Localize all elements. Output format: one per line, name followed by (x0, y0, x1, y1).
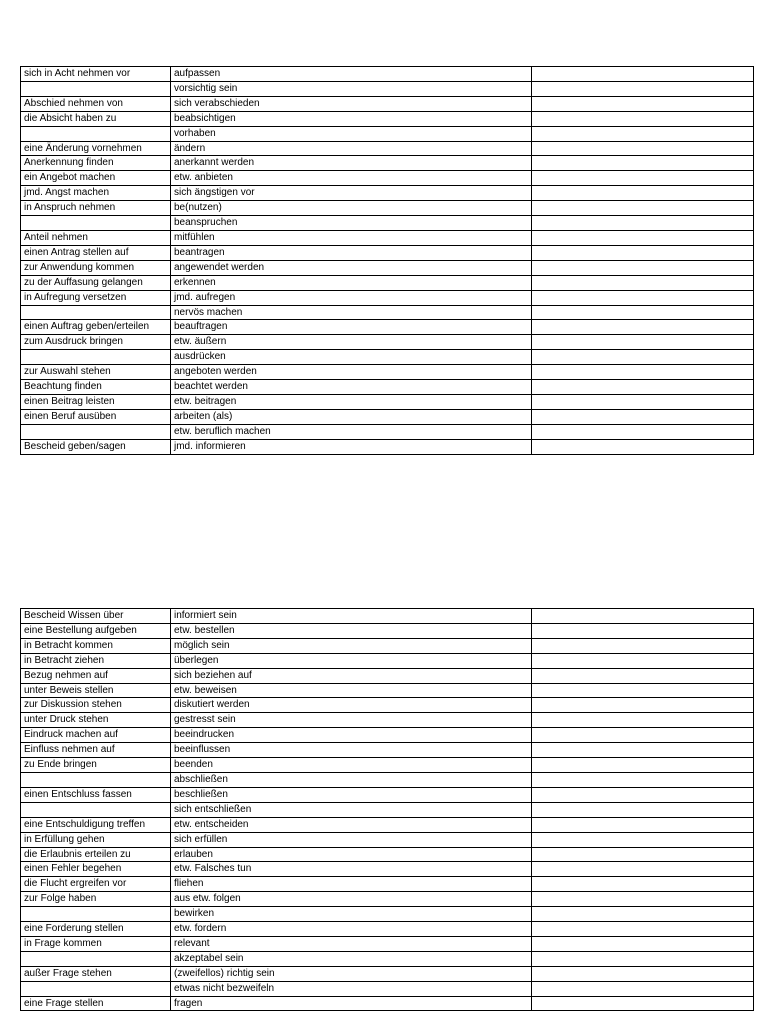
notes-cell (532, 862, 754, 877)
expression-cell: in Frage kommen (21, 936, 171, 951)
meaning-cell: beanspruchen (171, 216, 532, 231)
table-row (21, 67, 754, 82)
notes-cell (532, 847, 754, 862)
meaning-cell: (zweifellos) richtig sein (171, 966, 532, 981)
notes-cell (532, 260, 754, 275)
meaning-cell: aus etw. folgen (171, 892, 532, 907)
meaning-cell: erlauben (171, 847, 532, 862)
expression-cell: einen Beitrag leisten (21, 394, 171, 409)
expression-cell: Abschied nehmen von (21, 96, 171, 111)
notes-cell (532, 922, 754, 937)
expression-cell: unter Beweis stellen (21, 683, 171, 698)
notes-cell (532, 126, 754, 141)
meaning-cell: sich entschließen (171, 802, 532, 817)
expression-cell: in Aufregung versetzen (21, 290, 171, 305)
table-row (21, 877, 754, 892)
notes-cell (532, 653, 754, 668)
meaning-cell: etw. fordern (171, 922, 532, 937)
notes-cell (532, 141, 754, 156)
expression-cell: zur Anwendung kommen (21, 260, 171, 275)
expression-cell: die Erlaubnis erteilen zu (21, 847, 171, 862)
expression-cell: eine Änderung vornehmen (21, 141, 171, 156)
notes-cell (532, 981, 754, 996)
table-row (21, 609, 754, 624)
expression-cell: in Anspruch nehmen (21, 201, 171, 216)
notes-cell (532, 111, 754, 126)
meaning-cell: beeindrucken (171, 728, 532, 743)
expression-cell: sich in Acht nehmen vor (21, 67, 171, 82)
meaning-cell: möglich sein (171, 638, 532, 653)
expression-cell: einen Antrag stellen auf (21, 245, 171, 260)
table-row (21, 892, 754, 907)
notes-cell (532, 394, 754, 409)
table-row (21, 638, 754, 653)
meaning-cell: vorsichtig sein (171, 81, 532, 96)
table-row (21, 320, 754, 335)
expression-cell: in Erfüllung gehen (21, 832, 171, 847)
notes-cell (532, 201, 754, 216)
expression-cell: eine Bestellung aufgeben (21, 623, 171, 638)
notes-cell (532, 668, 754, 683)
meaning-cell: akzeptabel sein (171, 951, 532, 966)
meaning-cell: sich beziehen auf (171, 668, 532, 683)
expression-cell: zu Ende bringen (21, 758, 171, 773)
notes-cell (532, 787, 754, 802)
table-row (21, 743, 754, 758)
expression-cell (21, 772, 171, 787)
expression-cell (21, 305, 171, 320)
meaning-cell: gestresst sein (171, 713, 532, 728)
notes-cell (532, 96, 754, 111)
notes-cell (532, 216, 754, 231)
table-row (21, 201, 754, 216)
meaning-cell: etw. bestellen (171, 623, 532, 638)
meaning-cell: beauftragen (171, 320, 532, 335)
notes-cell (532, 320, 754, 335)
expression-cell (21, 424, 171, 439)
table-row (21, 668, 754, 683)
expression-cell: zur Folge haben (21, 892, 171, 907)
expression-cell (21, 981, 171, 996)
table-row (21, 623, 754, 638)
meaning-cell: ausdrücken (171, 350, 532, 365)
expression-cell (21, 907, 171, 922)
expression-cell (21, 126, 171, 141)
expression-cell: eine Frage stellen (21, 996, 171, 1011)
table-row (21, 216, 754, 231)
table-row (21, 996, 754, 1011)
meaning-cell: fliehen (171, 877, 532, 892)
expression-cell (21, 81, 171, 96)
meaning-cell: etw. beitragen (171, 394, 532, 409)
meaning-cell: aufpassen (171, 67, 532, 82)
table-row (21, 230, 754, 245)
expression-cell: jmd. Angst machen (21, 186, 171, 201)
notes-cell (532, 350, 754, 365)
expression-cell (21, 216, 171, 231)
expression-cell: zum Ausdruck bringen (21, 335, 171, 350)
notes-cell (532, 728, 754, 743)
meaning-cell: beachtet werden (171, 380, 532, 395)
meaning-cell: beschließen (171, 787, 532, 802)
meaning-cell: nervös machen (171, 305, 532, 320)
notes-cell (532, 936, 754, 951)
notes-cell (532, 772, 754, 787)
notes-cell (532, 156, 754, 171)
meaning-cell: sich ängstigen vor (171, 186, 532, 201)
meaning-cell: relevant (171, 936, 532, 951)
notes-cell (532, 877, 754, 892)
meaning-cell: be(nutzen) (171, 201, 532, 216)
table-row (21, 728, 754, 743)
table-row (21, 683, 754, 698)
notes-cell (532, 758, 754, 773)
expression-cell: zu der Auffasung gelangen (21, 275, 171, 290)
meaning-cell: beeinflussen (171, 743, 532, 758)
meaning-cell: etwas nicht bezweifeln (171, 981, 532, 996)
table-row (21, 966, 754, 981)
table-2-body (21, 609, 754, 1011)
table-row (21, 186, 754, 201)
expression-cell: in Betracht ziehen (21, 653, 171, 668)
meaning-cell: vorhaben (171, 126, 532, 141)
table-row (21, 439, 754, 454)
expression-cell: Bescheid geben/sagen (21, 439, 171, 454)
table-row (21, 862, 754, 877)
meaning-cell: überlegen (171, 653, 532, 668)
meaning-cell: ändern (171, 141, 532, 156)
notes-cell (532, 683, 754, 698)
meaning-cell: mitfühlen (171, 230, 532, 245)
expression-cell: Einfluss nehmen auf (21, 743, 171, 758)
notes-cell (532, 743, 754, 758)
notes-cell (532, 365, 754, 380)
notes-cell (532, 966, 754, 981)
expression-cell: Anteil nehmen (21, 230, 171, 245)
vocabulary-table-2 (20, 608, 754, 1011)
table-row (21, 951, 754, 966)
notes-cell (532, 171, 754, 186)
expression-cell: einen Entschluss fassen (21, 787, 171, 802)
expression-cell: zur Diskussion stehen (21, 698, 171, 713)
expression-cell (21, 350, 171, 365)
meaning-cell: jmd. informieren (171, 439, 532, 454)
expression-cell: einen Fehler begehen (21, 862, 171, 877)
table-row (21, 802, 754, 817)
notes-cell (532, 907, 754, 922)
table-row (21, 922, 754, 937)
notes-cell (532, 609, 754, 624)
expression-cell: in Betracht kommen (21, 638, 171, 653)
meaning-cell: bewirken (171, 907, 532, 922)
table-row (21, 335, 754, 350)
meaning-cell: sich erfüllen (171, 832, 532, 847)
notes-cell (532, 380, 754, 395)
meaning-cell: etw. äußern (171, 335, 532, 350)
table-row (21, 698, 754, 713)
expression-cell: Bescheid Wissen über (21, 609, 171, 624)
table-row (21, 275, 754, 290)
meaning-cell: beenden (171, 758, 532, 773)
meaning-cell: abschließen (171, 772, 532, 787)
vocabulary-table-1 (20, 66, 754, 455)
notes-cell (532, 713, 754, 728)
table-row (21, 305, 754, 320)
expression-cell (21, 951, 171, 966)
expression-cell: Bezug nehmen auf (21, 668, 171, 683)
table-row (21, 713, 754, 728)
meaning-cell: etw. beruflich machen (171, 424, 532, 439)
table-row (21, 96, 754, 111)
table-row (21, 141, 754, 156)
notes-cell (532, 424, 754, 439)
table-row (21, 907, 754, 922)
expression-cell: Beachtung finden (21, 380, 171, 395)
notes-cell (532, 290, 754, 305)
expression-cell: außer Frage stehen (21, 966, 171, 981)
table-row (21, 847, 754, 862)
expression-cell: zur Auswahl stehen (21, 365, 171, 380)
notes-cell (532, 230, 754, 245)
table-row (21, 772, 754, 787)
notes-cell (532, 638, 754, 653)
notes-cell (532, 67, 754, 82)
expression-cell: eine Forderung stellen (21, 922, 171, 937)
notes-cell (532, 951, 754, 966)
expression-cell: Eindruck machen auf (21, 728, 171, 743)
meaning-cell: sich verabschieden (171, 96, 532, 111)
notes-cell (532, 81, 754, 96)
expression-cell (21, 802, 171, 817)
meaning-cell: beantragen (171, 245, 532, 260)
table-1-body (21, 67, 754, 455)
table-row (21, 245, 754, 260)
meaning-cell: etw. anbieten (171, 171, 532, 186)
notes-cell (532, 335, 754, 350)
meaning-cell: beabsichtigen (171, 111, 532, 126)
expression-cell: die Flucht ergreifen vor (21, 877, 171, 892)
table-row (21, 81, 754, 96)
meaning-cell: jmd. aufregen (171, 290, 532, 305)
meaning-cell: informiert sein (171, 609, 532, 624)
notes-cell (532, 245, 754, 260)
notes-cell (532, 892, 754, 907)
meaning-cell: etw. entscheiden (171, 817, 532, 832)
table-row (21, 981, 754, 996)
table-row (21, 126, 754, 141)
table-row (21, 936, 754, 951)
notes-cell (532, 698, 754, 713)
meaning-cell: diskutiert werden (171, 698, 532, 713)
notes-cell (532, 409, 754, 424)
table-row (21, 394, 754, 409)
table-row (21, 758, 754, 773)
expression-cell: eine Entschuldigung treffen (21, 817, 171, 832)
table-row (21, 350, 754, 365)
expression-cell: ein Angebot machen (21, 171, 171, 186)
table-row (21, 787, 754, 802)
notes-cell (532, 623, 754, 638)
notes-cell (532, 305, 754, 320)
table-row (21, 171, 754, 186)
meaning-cell: erkennen (171, 275, 532, 290)
notes-cell (532, 802, 754, 817)
expression-cell: einen Beruf ausüben (21, 409, 171, 424)
table-row (21, 156, 754, 171)
expression-cell: die Absicht haben zu (21, 111, 171, 126)
meaning-cell: angeboten werden (171, 365, 532, 380)
table-row (21, 409, 754, 424)
expression-cell: unter Druck stehen (21, 713, 171, 728)
expression-cell: Anerkennung finden (21, 156, 171, 171)
expression-cell: einen Auftrag geben/erteilen (21, 320, 171, 335)
table-row (21, 260, 754, 275)
meaning-cell: arbeiten (als) (171, 409, 532, 424)
table-row (21, 424, 754, 439)
notes-cell (532, 275, 754, 290)
table-row (21, 365, 754, 380)
notes-cell (532, 439, 754, 454)
notes-cell (532, 832, 754, 847)
table-row (21, 111, 754, 126)
meaning-cell: etw. beweisen (171, 683, 532, 698)
meaning-cell: etw. Falsches tun (171, 862, 532, 877)
table-row (21, 832, 754, 847)
table-row (21, 290, 754, 305)
meaning-cell: fragen (171, 996, 532, 1011)
notes-cell (532, 996, 754, 1011)
meaning-cell: angewendet werden (171, 260, 532, 275)
meaning-cell: anerkannt werden (171, 156, 532, 171)
notes-cell (532, 186, 754, 201)
notes-cell (532, 817, 754, 832)
table-row (21, 817, 754, 832)
table-row (21, 653, 754, 668)
table-row (21, 380, 754, 395)
